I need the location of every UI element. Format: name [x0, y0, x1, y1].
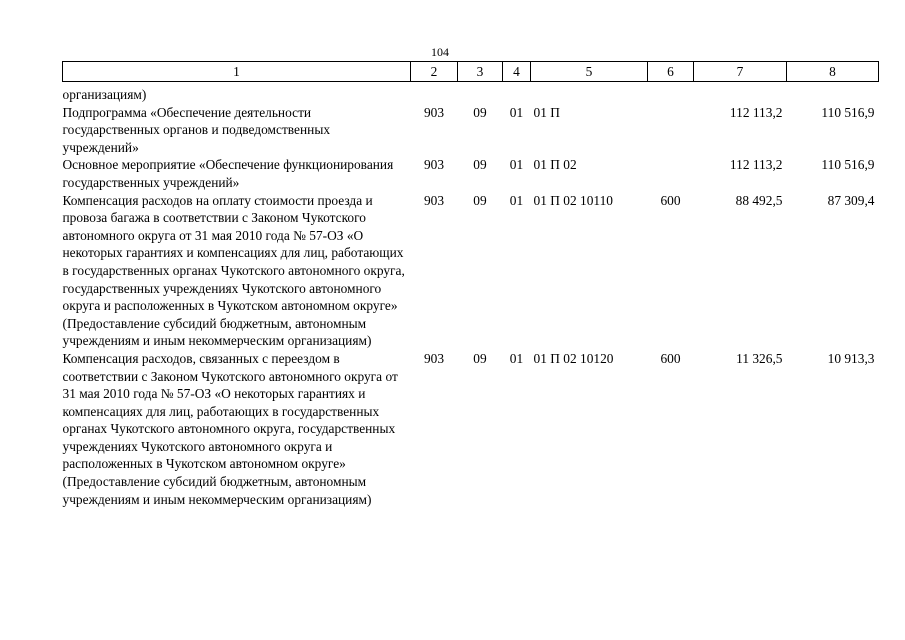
cell-col-4: 01	[509, 157, 524, 173]
table-row	[63, 104, 879, 157]
cell-col-2: 903	[423, 157, 445, 173]
budget-table	[62, 61, 879, 508]
cell-col-4: 01	[509, 192, 524, 208]
cell-col-5	[531, 82, 648, 104]
cell-col-5: 01 П 02 10120	[533, 350, 614, 366]
column-header-2: 2	[411, 62, 458, 82]
cell-col-2: 903	[423, 192, 445, 208]
cell-col-3: 09	[473, 192, 487, 208]
column-header-6: 6	[648, 62, 694, 82]
column-header-5: 5	[531, 62, 648, 82]
cell-col-7: 11 326,5	[736, 350, 783, 366]
cell-col-8: 110 516,9	[821, 157, 875, 173]
cell-col-2: 903	[423, 350, 445, 366]
row-name: Компенсация расходов на оплату стоимости проезда и провоза багажа в соответствии с Законом Чукотского автономного округа от 31 мая 2010 года № 57-ОЗ «О некоторых гарантиях и компенсациях для лиц, работающих в государственных органах Чукотского автономного округа, государственных учреждениях Чукотского автономного округа и расположенных в Чукотском автономном округе» (Предоставление субсидий бюджетным, автономным учреждениям и иным некоммерческим организациям)	[62, 192, 405, 349]
cell-col-7	[694, 82, 787, 104]
column-header-3: 3	[458, 62, 503, 82]
table-row	[63, 350, 879, 508]
cell-col-6	[648, 82, 694, 104]
page-number: 104	[431, 45, 449, 59]
cell-col-6: 600	[660, 192, 681, 208]
table-row	[63, 156, 879, 191]
cell-col-4: 01	[509, 350, 524, 366]
cell-col-2	[411, 82, 458, 104]
row-name: организациям)	[62, 87, 147, 102]
cell-col-5: 01 П 02	[533, 157, 577, 173]
cell-col-6	[648, 156, 694, 191]
cell-col-7: 112 113,2	[729, 104, 783, 120]
cell-col-6: 600	[660, 350, 681, 366]
cell-col-2: 903	[423, 104, 445, 120]
cell-col-7: 112 113,2	[729, 157, 783, 173]
cell-col-3: 09	[473, 104, 487, 120]
column-header-8: 8	[787, 62, 879, 82]
column-header-1: 1	[63, 62, 411, 82]
cell-col-8: 87 309,4	[827, 192, 875, 208]
cell-col-8: 110 516,9	[821, 104, 875, 120]
cell-col-3	[458, 82, 503, 104]
cell-col-5: 01 П	[533, 104, 560, 120]
column-header-4: 4	[503, 62, 531, 82]
table-header-row	[63, 62, 879, 82]
table-row	[63, 192, 879, 350]
row-name: Подпрограмма «Обеспечение деятельности государственных органов и подведомственных учреждений»	[62, 104, 331, 155]
cell-col-4	[503, 82, 531, 104]
cell-col-8	[787, 82, 879, 104]
cell-col-4: 01	[509, 104, 524, 120]
table-row	[63, 82, 879, 104]
cell-col-3: 09	[473, 157, 487, 173]
cell-col-6	[648, 104, 694, 157]
column-header-7: 7	[694, 62, 787, 82]
cell-col-7: 88 492,5	[735, 192, 783, 208]
row-name: Компенсация расходов, связанных с переездом в соответствии с Законом Чукотского автономного округа от 31 мая 2010 года № 57-ОЗ «О некоторых гарантиях и компенсациях для лиц, работающих в государственных органах Чукотского автономного округа, государственных учреждениях Чукотского автономного округа и расположенных в Чукотском автономном округе» (Предоставление субсидий бюджетным, автономным учреждениям и иным некоммерческим организациям)	[62, 350, 398, 507]
cell-col-5: 01 П 02 10110	[533, 192, 613, 208]
row-name: Основное мероприятие «Обеспечение функционирования государственных учреждений»	[62, 157, 394, 190]
cell-col-3: 09	[473, 350, 487, 366]
cell-col-8: 10 913,3	[827, 350, 875, 366]
